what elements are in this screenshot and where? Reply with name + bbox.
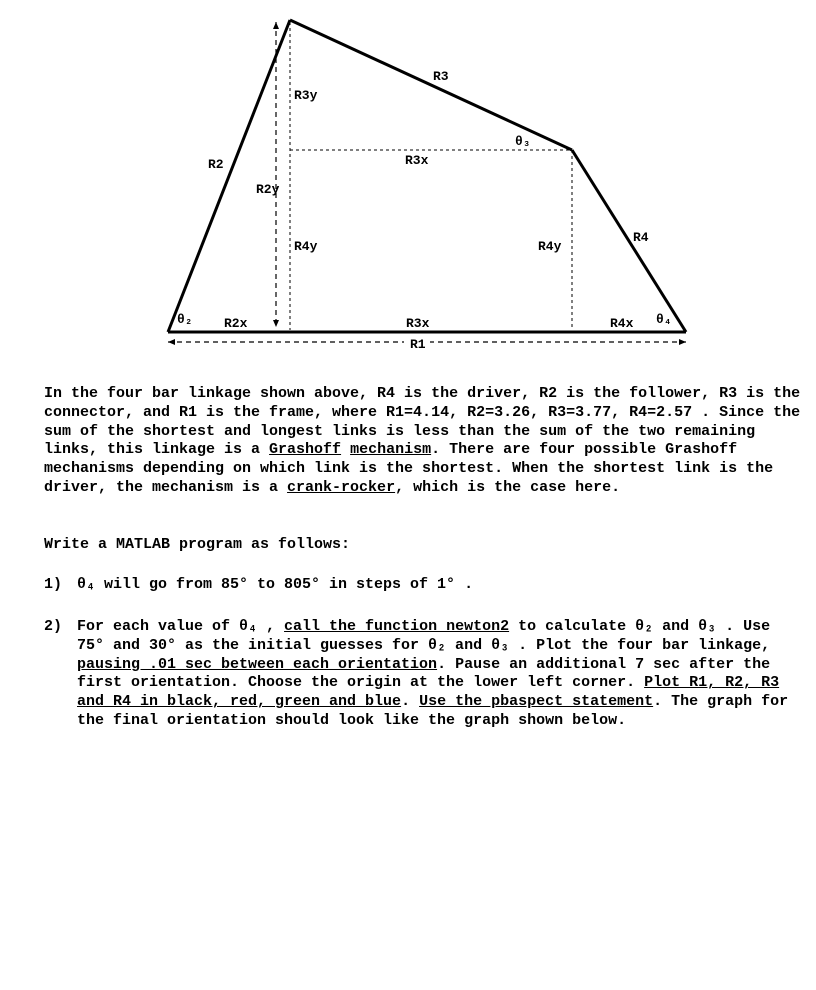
link-r3	[290, 20, 572, 150]
list-number-2: 2)	[44, 618, 63, 635]
label-theta3: θ₃	[515, 134, 531, 149]
label-r3y: R3y	[294, 88, 318, 103]
label-theta4: θ₄	[656, 312, 672, 327]
item2-text-b: to calculate θ₂ and θ₃ . Use 75° and 30° as the initial guesses for θ₂ and θ₃ . Plot the four bar linkage,	[77, 618, 771, 654]
link-r4	[572, 150, 686, 332]
paragraph-instructions: Write a MATLAB program as follows:	[44, 536, 351, 553]
item2-text-a: For each value of θ₄ ,	[77, 618, 285, 635]
label-theta2: θ₂	[177, 312, 193, 327]
list-item-1	[44, 576, 804, 595]
link-r2	[168, 20, 290, 332]
crank-rocker-link: crank-rocker	[287, 478, 396, 496]
pausing-text: pausing .01 sec between each orientation	[77, 655, 438, 673]
pbaspect-text: Use the pbaspect statement	[419, 693, 654, 711]
label-r4: R4	[633, 230, 649, 245]
description-text-3: , which is the case here.	[395, 478, 621, 496]
list-item-1-text: θ₄ will go from 85° to 805° in steps of 1° .	[77, 576, 474, 593]
item2-text-e: . The graph for the final orientation should look like the graph shown below.	[77, 693, 789, 729]
label-r3x-bottom: R3x	[406, 316, 430, 331]
label-r2y: R2y	[256, 182, 280, 197]
four-bar-linkage-diagram	[0, 0, 816, 360]
label-r1: R1	[410, 337, 426, 352]
item2-text-d: .	[401, 693, 420, 711]
mechanism-link: mechanism	[350, 441, 432, 459]
description-space	[341, 441, 350, 458]
label-r3: R3	[433, 69, 449, 84]
paragraph-description	[44, 385, 804, 498]
grashoff-link: Grashoff	[269, 441, 342, 459]
plot-colors-text: Plot R1, R2, R3 and R4 in black, red, green and blue	[77, 674, 780, 711]
call-newton2-text: call the function newton2	[284, 618, 510, 635]
list-item-2-text	[77, 618, 804, 731]
description-text-2: . There are four possible Grashoff mechanisms depending on which link is the shortest. When the shortest link is the driver, the mechanism is a	[44, 441, 774, 496]
label-r2x: R2x	[224, 316, 248, 331]
label-r3x-top: R3x	[405, 153, 429, 168]
list-number-1: 1)	[44, 576, 63, 593]
list-item-2	[44, 618, 804, 731]
description-text-1: In the four bar linkage shown above, R4 is the driver, R2 is the follower, R3 is the connector, and R1 is the frame, where R1=4.14, R2=3.26, R3=3.77, R4=2.57 . Since the sum of the shortest and longest links is less than the sum of the two remaining links, this linkage is a	[44, 385, 801, 459]
item2-text-c: . Pause an additional 7 sec after the first orientation. Choose the origin at the lower left corner.	[77, 655, 771, 692]
label-r4x: R4x	[610, 316, 634, 331]
label-r4y-left: R4y	[294, 239, 318, 254]
label-r2: R2	[208, 157, 224, 172]
label-r4y-right: R4y	[538, 239, 562, 254]
